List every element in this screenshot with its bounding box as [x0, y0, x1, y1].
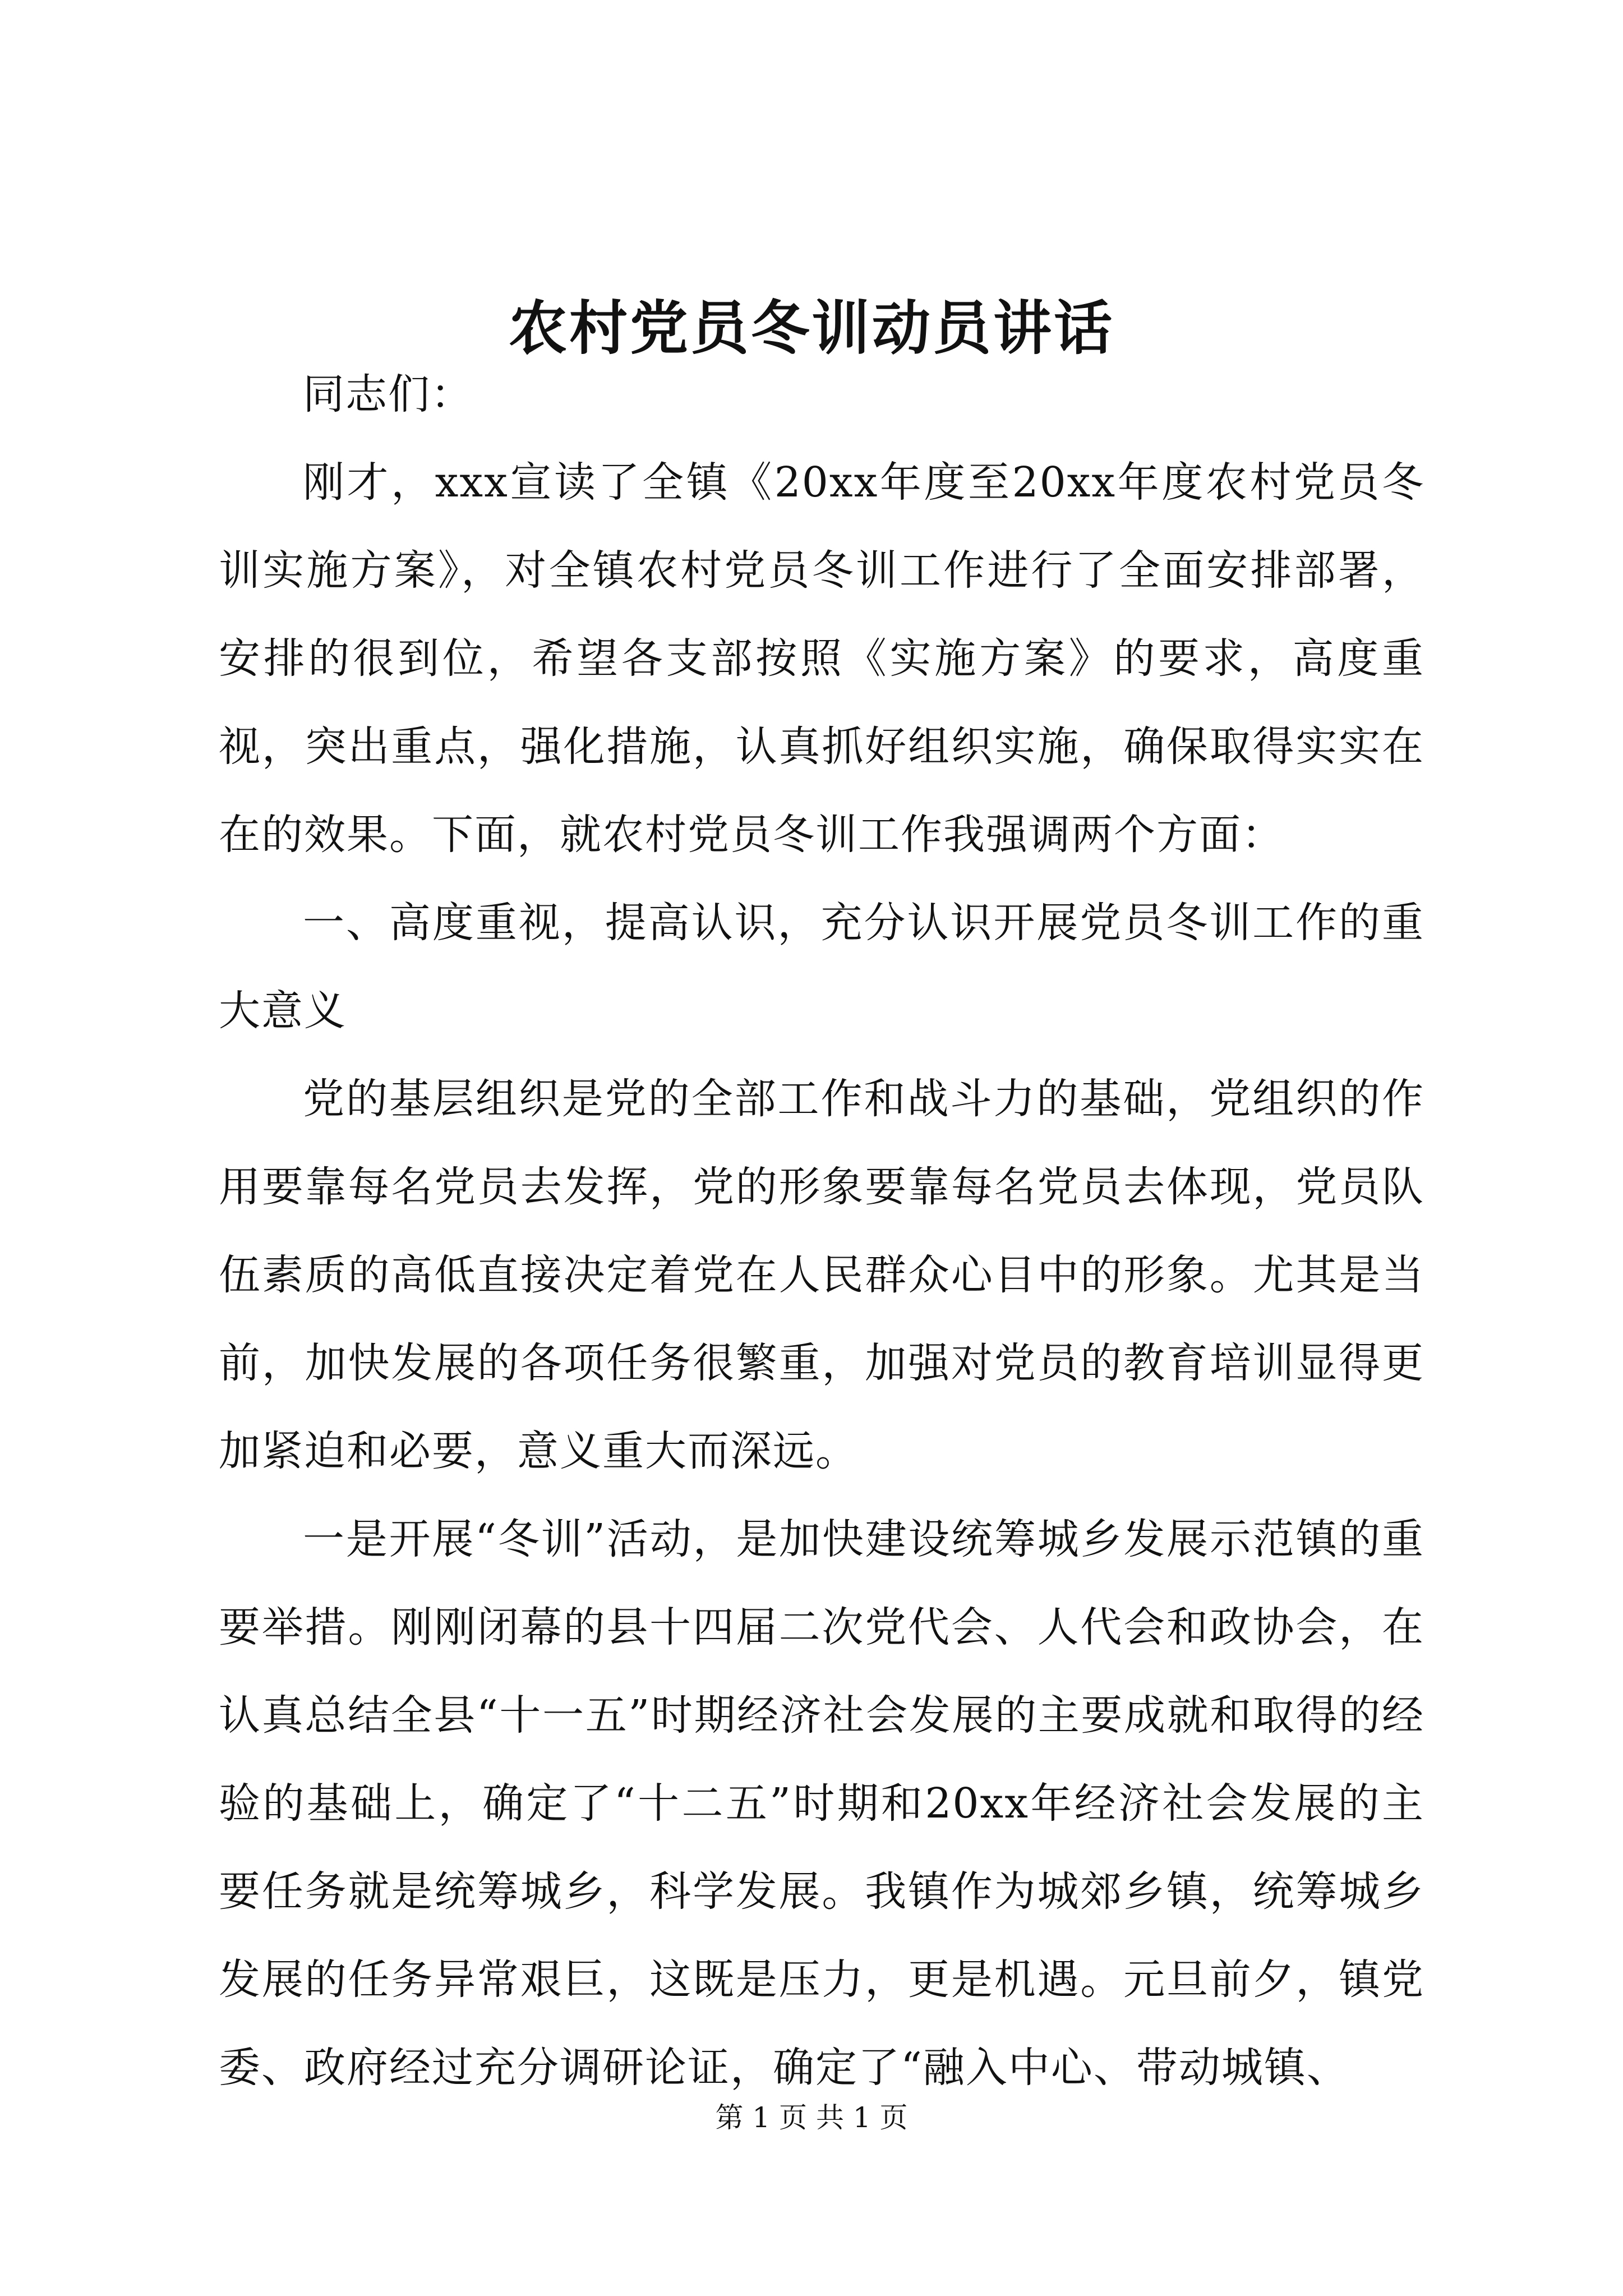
intro-paragraph: 刚才，xxx宣读了全镇《20xx年度至20xx年度农村党员冬训实施方案》，对全镇农村党员冬训工作进行了全面安排部署，安排的很到位，希望各支部按照《实施方案》的要求，高度重视，突出重点，强化措施，认真抓好组织实施，确保取得实实在在的效果。下面，就农村党员冬训工作我强调两个方面：	[219, 458, 1424, 859]
body-paragraph: 党的基层组织是党的全部工作和战斗力的基础，党组织的作用要靠每名党员去发挥，党的形象要靠每名党员去体现，党员队伍素质的高低直接决定着党在人民群众心目中的形象。尤其是当前，加快发展的各项任务很繁重，加强对党员的教育培训显得更加紧迫和必要，意义重大而深远。	[219, 1075, 1424, 1475]
page-footer: 第 1 页 共 1 页	[715, 2101, 908, 2134]
salutation-paragraph: 同志们：	[303, 370, 473, 418]
document-body	[219, 351, 1424, 2112]
section-heading-1: 一、高度重视，提高认识，充分认识开展党员冬训工作的重大意义	[219, 899, 1424, 1035]
document-title: 农村党员冬训动员讲话	[508, 293, 1114, 362]
body-paragraph: 一是开展“冬训”活动，是加快建设统筹城乡发展示范镇的重要举措。刚刚闭幕的县十四届二次党代会、人代会和政协会，在认真总结全县“十一五”时期经济社会发展的主要成就和取得的经验的基础上，确定了“十二五”时期和20xx年经济社会发展的主要任务就是统筹城乡，科学发展。我镇作为城郊乡镇，统筹城乡发展的任务异常艰巨，这既是压力，更是机遇。元旦前夕，镇党委、政府经过充分调研论证，确定了“融入中心、带动城镇、	[219, 1515, 1424, 2092]
